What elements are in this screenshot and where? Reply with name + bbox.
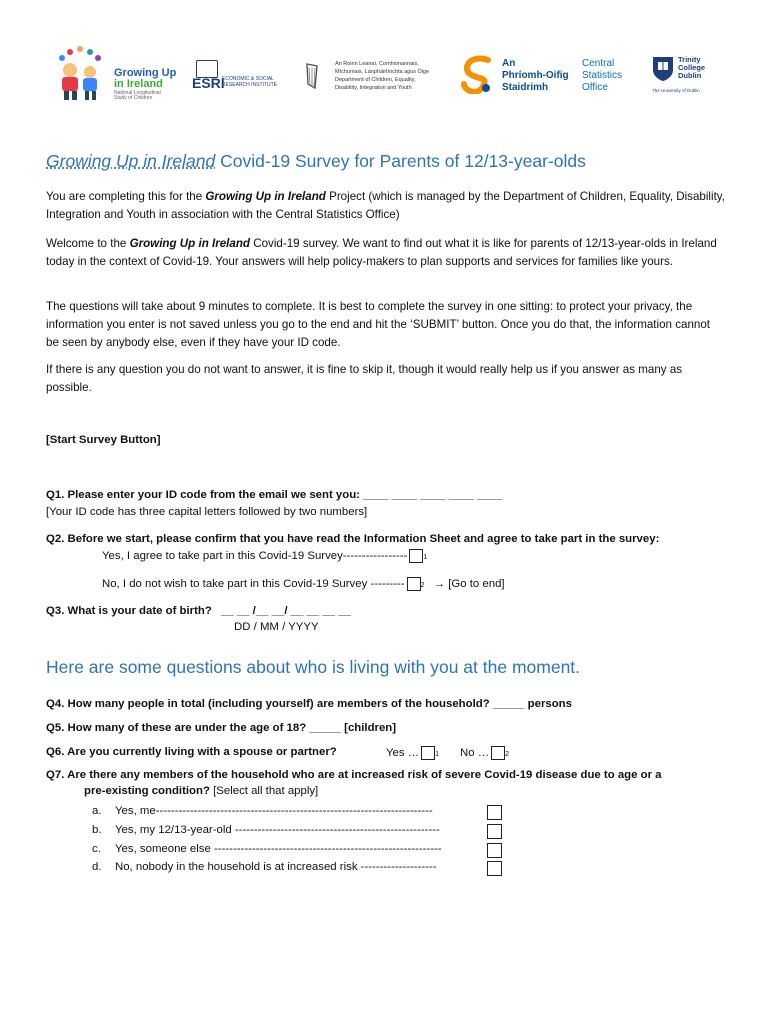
page-title xyxy=(46,151,586,172)
dept-line-3: Department of Children, Equality, xyxy=(335,77,416,83)
q7-label-line-1: Q7. Are there any members of the household who are at increased risk of severe Covid-19 disease due to age or a xyxy=(46,769,662,781)
department-text xyxy=(335,60,429,92)
q7-option-b-checkbox[interactable] xyxy=(487,824,502,839)
q2-yes-checkbox[interactable] xyxy=(409,549,423,563)
q2-goto-end: → [Go to end] xyxy=(433,578,505,591)
q6-yes-checkbox[interactable] xyxy=(421,746,435,760)
cso-english-1: Central xyxy=(582,58,615,69)
cso-logo xyxy=(460,46,635,102)
cso-english-3: Office xyxy=(582,82,608,93)
growing-up-in-ireland-logo xyxy=(50,46,180,102)
q7-option-a-checkbox[interactable] xyxy=(487,805,502,820)
q2-label: Q2. Before we start, please confirm that you have read the Information Sheet and agree to take part in the survey: xyxy=(46,533,660,545)
q5-label: Q5. How many of these are under the age of 18? _____ [children] xyxy=(46,722,397,734)
intro-p1-text-b: Project (which is managed by the Department of Children, Equality, Disability, Integration and Youth in association with the Central Statistics Office) xyxy=(46,190,725,221)
cso-english-2: Statistics xyxy=(582,70,623,81)
intro-paragraph-3: The questions will take about 9 minutes to complete. It is best to complete the survey in one sitting: to protect your privacy, the information you enter is not saved unless you go to the end and hit the ‘SUBMIT’ button. Once you do that, the information cannot be seen by anybody else, even if they have your ID code. xyxy=(46,300,711,349)
q4-label: Q4. How many people in total (including yourself) are members of the household? _____ persons xyxy=(46,698,572,710)
q6-yes-text: Yes … xyxy=(386,747,420,760)
q1-label: Q1. Please enter your ID code from the email we sent you: ____ ____ ____ ____ ____ xyxy=(46,489,503,501)
department-logo xyxy=(305,46,475,102)
intro-paragraph-1 xyxy=(46,188,726,224)
q6-label: Q6. Are you currently living with a spouse or partner? xyxy=(46,746,337,758)
logo-line-1: Growing Up xyxy=(114,67,177,79)
q2-option-yes[interactable] xyxy=(102,549,427,563)
q3-date-blanks[interactable]: __ __ /__ __/ __ __ __ __ xyxy=(220,605,351,617)
q2-option-no[interactable] xyxy=(102,577,505,591)
tcd-line-3: Dublin xyxy=(678,71,702,80)
q7-option-c-letter: c. xyxy=(92,843,101,855)
intro-p1-text-a: You are completing this for the xyxy=(46,190,206,203)
q3-date-format: DD / MM / YYYY xyxy=(234,621,319,633)
q7-option-d-letter: d. xyxy=(92,861,102,873)
dept-line-2: Míchumais, Lánpháirtíochta agus Óige xyxy=(335,69,430,75)
q6-option-no[interactable] xyxy=(460,746,509,760)
cso-english-text xyxy=(582,58,622,94)
q7-label-line-2 xyxy=(84,785,318,797)
q7-option-b-text: Yes, my 12/13-year-old ------------------------------------------------------ xyxy=(115,824,440,836)
q6-no-code: 2 xyxy=(505,751,510,759)
intro-p2-brand: Growing Up in Ireland xyxy=(129,237,251,250)
growing-up-logo-text xyxy=(114,68,176,90)
tcd-text xyxy=(678,56,705,80)
intro-paragraph-4: If there is any question you do not want to answer, it is fine to skip it, though it would really help us if you answer as many as possible. xyxy=(46,363,683,394)
dept-line-4: Disability, Integration and Youth xyxy=(335,85,412,91)
cso-irish-3: Staidrimh xyxy=(502,82,549,93)
logo-tag-1: National Longitudinal xyxy=(114,90,161,96)
q3-label-text: Q3. What is your date of birth? xyxy=(46,605,212,617)
esri-logo xyxy=(192,46,287,102)
logo-line-2: in Ireland xyxy=(114,78,163,90)
tcd-line-1: Trinity xyxy=(678,55,701,64)
tcd-logo xyxy=(652,46,720,102)
q7-option-c-text: Yes, someone else ------------------------------------------------------------ xyxy=(115,843,442,855)
intro-p2-text-b: Covid-19 survey. We want to find out what it is like for parents of 12/13-year-olds in Ireland today in the context of Covid-19. Your answers will help policy-makers to plan supports and services for families like yours. xyxy=(46,237,717,268)
tcd-line-2: College xyxy=(678,63,706,72)
title-rest: Covid-19 Survey for Parents of 12/13-year-olds xyxy=(215,151,586,171)
esri-name: ESRI xyxy=(192,75,225,91)
intro-paragraph-2 xyxy=(46,235,726,271)
cso-irish-1: An xyxy=(502,58,516,69)
q1-note: [Your ID code has three capital letters followed by two numbers] xyxy=(46,506,368,518)
tcd-tagline: The University of Dublin xyxy=(652,88,700,93)
section-heading-household: Here are some questions about who is living with you at the moment. xyxy=(46,657,581,677)
growing-up-tagline xyxy=(114,91,161,101)
q7-option-a-text: Yes, me------------------------------------------------------------------------- xyxy=(115,805,433,817)
logo-row xyxy=(50,46,720,106)
cso-irish-2: Phríomh-Oifig xyxy=(502,70,569,81)
start-survey-button[interactable]: [Start Survey Button] xyxy=(46,434,161,446)
q3-label xyxy=(46,605,351,617)
intro-p2-text-a: Welcome to the xyxy=(46,237,130,250)
q7-label-bold: pre-existing condition? xyxy=(84,785,210,797)
cso-mark-icon xyxy=(460,54,494,94)
q6-yes-code: 1 xyxy=(435,751,440,759)
q2-no-text: No, I do not wish to take part in this Covid-19 Survey --------- xyxy=(102,578,405,591)
q6-no-text: No … xyxy=(460,747,490,760)
cso-irish-text xyxy=(502,58,569,94)
q7-label-plain: [Select all that apply] xyxy=(209,785,319,797)
esri-tagline: ECONOMIC & SOCIAL RESEARCH INSTITUTE xyxy=(222,76,278,88)
q2-no-code: 2 xyxy=(420,582,425,590)
q6-no-checkbox[interactable] xyxy=(491,746,505,760)
dept-line-1: An Roinn Leanaí, Comhionannais, xyxy=(335,61,419,67)
q6-option-yes[interactable] xyxy=(386,746,439,760)
intro-p1-brand: Growing Up in Ireland xyxy=(205,190,326,203)
children-figures-icon xyxy=(50,46,110,102)
q2-no-checkbox[interactable] xyxy=(407,577,421,591)
q2-yes-text: Yes, I agree to take part in this Covid-19 Survey----------------- xyxy=(102,550,408,563)
tcd-crest-icon xyxy=(652,56,674,82)
harp-icon xyxy=(305,62,319,90)
title-brand: Growing Up in Ireland xyxy=(46,151,216,171)
q7-option-d-text: No, nobody in the household is at increased risk -------------------- xyxy=(115,861,437,873)
q7-option-c-checkbox[interactable] xyxy=(487,843,502,858)
q2-yes-code: 1 xyxy=(423,554,428,562)
q7-option-b-letter: b. xyxy=(92,824,102,836)
logo-tag-2: Study of Children xyxy=(114,95,153,101)
q7-option-d-checkbox[interactable] xyxy=(487,861,502,876)
q7-option-a-letter: a. xyxy=(92,805,102,817)
